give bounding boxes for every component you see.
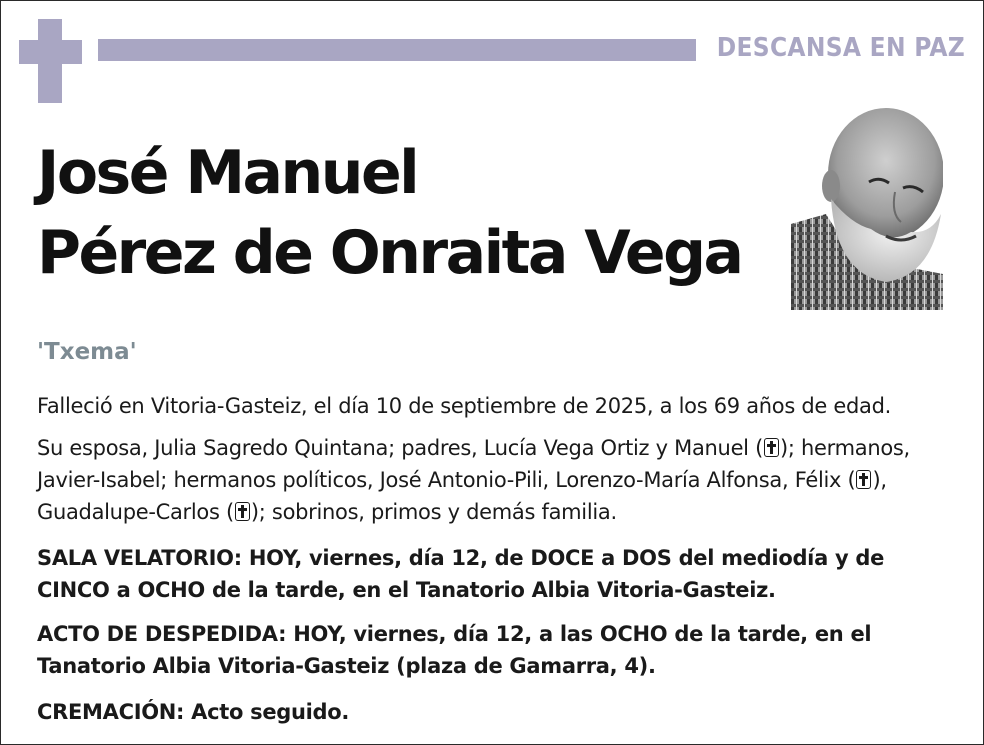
deceased-cross-icon (235, 502, 250, 521)
cross-icon (19, 19, 82, 103)
family-text-1: Su esposa, Julia Sagredo Quintana; padres, Lucía Vega Ortiz y Manuel ( (37, 436, 763, 460)
family-notice (37, 432, 957, 528)
portrait-photo (791, 104, 943, 310)
deceased-name (37, 133, 742, 293)
family-text-3: ), Guadalupe-Carlos ( (37, 468, 887, 524)
wake-notice: SALA VELATORIO: HOY, viernes, día 12, de DOCE a DOS del mediodía y de CINCO a OCHO de la tarde, en el Tanatorio Albia Vitoria-Gasteiz. (37, 546, 885, 602)
header-label: DESCANSA EN PAZ (716, 33, 965, 63)
deceased-cross-icon (764, 438, 779, 457)
farewell-notice: ACTO DE DESPEDIDA: HOY, viernes, día 12, a las OCHO de la tarde, en el Tanatorio Albia Vitoria-Gasteiz (plaza de Gamarra, 4). (37, 622, 872, 678)
family-text-4: ); sobrinos, primos y demás familia. (250, 500, 617, 524)
cremation-notice: CREMACIÓN: Acto seguido. (37, 700, 350, 724)
family-text-2: ); hermanos, Javier-Isabel; hermanos políticos, José Antonio-Pili, Lorenzo-María Alfonsa, Félix ( (37, 436, 910, 492)
name-line-2: Pérez de Onraita Vega (37, 218, 742, 288)
nickname: 'Txema' (37, 339, 137, 365)
death-notice: Falleció en Vitoria-Gasteiz, el día 10 de septiembre de 2025, a los 69 años de edad. (37, 394, 892, 418)
name-line-1: José Manuel (37, 138, 418, 208)
header-bar (98, 39, 696, 61)
deceased-cross-icon (856, 470, 871, 489)
